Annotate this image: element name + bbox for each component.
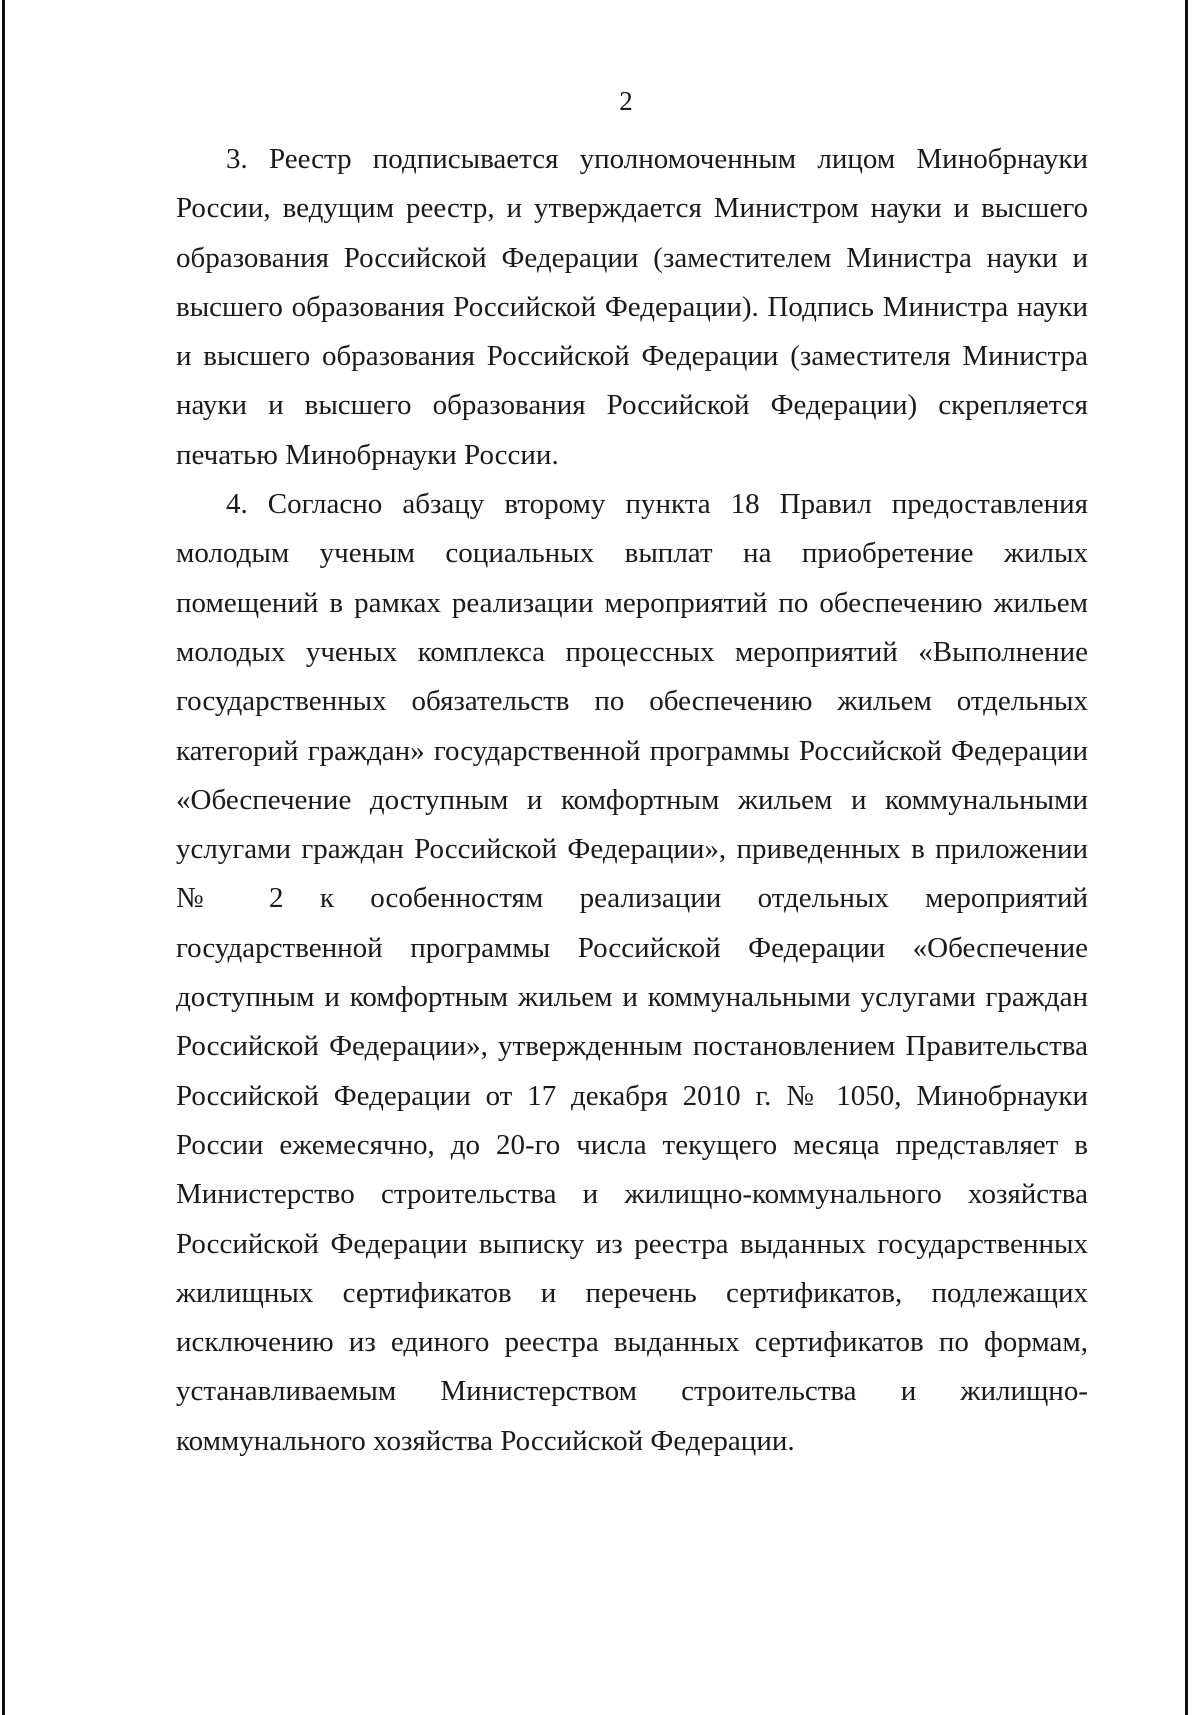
page-number: 2 (619, 86, 633, 116)
document-body (176, 135, 1088, 1466)
paragraph-3: 3. Реестр подписывается уполномоченным лицом Минобрнауки России, ведущим реестр, и утверждается Министром науки и высшего образования Российской Федерации (заместителем Министра науки и высшего образования Российской Федерации). Подпись Министра науки и высшего образования Российской Федерации (заместителя Министра науки и высшего образования Российской Федерации) скрепляется печатью Минобрнауки России. (176, 143, 1088, 471)
scan-left-edge (2, 0, 5, 1715)
paragraph-4: 4. Согласно абзацу второму пункта 18 Правил предоставления молодым ученым социальных выплат на приобретение жилых помещений в рамках реализации мероприятий по обеспечению жильем молодых ученых комплекса процессных мероприятий «Выполнение государственных обязательств по обеспечению жильем отдельных категорий граждан» государственной программы Российской Федерации «Обеспечение доступным и комфортным жильем и коммунальными услугами граждан Российской Федерации», приведенных в приложении № 2 к особенностям реализации отдельных мероприятий государственной программы Российской Федерации «Обеспечение доступным и комфортным жильем и коммунальными услугами граждан Российской Федерации», утвержденным постановлением Правительства Российской Федерации от 17 декабря 2010 г. № 1050, Минобрнауки России ежемесячно, до 20-го числа текущего месяца представляет в Министерство строительства и жилищно-коммунального хозяйства Российской Федерации выписку из реестра выданных государственных жилищных сертификатов и перечень сертификатов, подлежащих исключению из единого реестра выданных сертификатов по формам, устанавливаемым Министерством строительства и жилищно-коммунального хозяйства Российской Федерации. (176, 488, 1088, 1457)
scan-right-edge (1185, 0, 1188, 1715)
